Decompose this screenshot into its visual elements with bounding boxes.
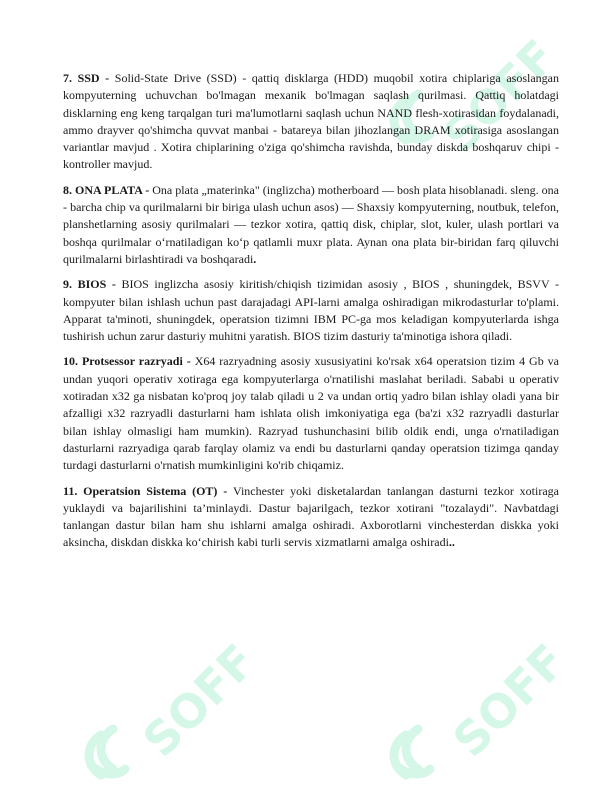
paragraph-operatsion-sistema bbox=[63, 483, 559, 552]
text-bios: BIOS inglizcha asosiy kiritish/chiqish tizimidan asosiy , BIOS , shuningdek, BSVV - kompyuter bilan ishlash uchun past darajadagi API-larni amalga oshiradigan mikrodasturlar to'plami. Apparat ta'minoti, shuningdek, operatsion tizimni IBM PC-ga mos keladigan kompyuterlarda ishga tushirish uchun zarur dasturiy muhitni yaratish. BIOS tizim dasturiy ta'minotiga ishora qiladi. bbox=[63, 277, 559, 344]
text-operatsion-sistema: Vinchester yoki disketalardan tanlangan dasturni tezkor xotiraga yuklaydi va bajarilishini ta’minlaydi. Dastur bajarilgach, tezkor xotirani "tozalaydi". Navbatdagi tanlangan dastur bilan ham shu ishlarni amalga oshiradi. Axborotlarni vinchesterdan diskka yoki aksincha, diskdan diskka koʻchirish kabi turli servis xizmatlarni amalga oshiradi bbox=[63, 483, 560, 550]
tail-ona-plata: . bbox=[253, 251, 257, 266]
watermark-text-3: SOFF bbox=[442, 633, 577, 768]
document-body bbox=[63, 70, 559, 560]
text-ssd: Solid-State Drive (SSD) - qattiq disklarga (HDD) muqobil xotira chiplariga asoslangan kompyuterning uchuvchan bo'lmagan mexanik bo'lmagan saqlash qurilmasi. Qattiq holatdagi disklarning eng keng tarqalgan turi ma'lumotlarni saqlash uchun NAND flesh-xotirasidan foydalanadi, ammo drayver qo'shimcha quvvat manbai - batareya bilan jihozlangan DRAM xotirasiga asoslangan variantlar mavjud . Xotira chiplarining o'ziga qo'shimcha ravishda, bunday diskda boshqaruv chipi - kontroller mavjud. bbox=[63, 71, 559, 172]
paragraph-ssd bbox=[63, 70, 559, 174]
tail-operatsion-sistema: .. bbox=[448, 535, 455, 550]
text-protsessor: X64 razryadning asosiy xususiyatini ko'rsak x64 operatsion tizim 4 Gb va undan yuqori operativ xotiraga ega kompyuterlarga o'rnatilishi maslahat beriladi. Sababi u operativ xotiradan x32 ga nisbatan ko'proq joy talab qiladi u 2 va undan ortiq yadro bilan ishlay oladi yana bir afzalligi x32 razryadli dasturlarni ham ishlata olish imkoniyatiga ega (ba'zi x32 razryadli dasturlar bilan ishlay olmasligi ham mumkin). Razryad tushunchasini bilib oldik endi, unga o'rnatiladigan dasturlarni razryadiga qarab farqlay olamiz va endi bu dasturlarni qanday operatsion tizimga qanday turdagi dasturlarni o'rnatish mumkinligini ko'rib chiqamiz. bbox=[63, 354, 559, 473]
heading-ssd: 7. SSD - bbox=[63, 71, 115, 85]
heading-bios: 9. BIOS - bbox=[63, 277, 122, 292]
watermark-text-2: SOFF bbox=[132, 633, 267, 768]
heading-protsessor: 10. Protsessor razryadi - bbox=[63, 354, 195, 369]
paragraph-bios bbox=[63, 276, 559, 345]
text-ona-plata: Ona plata „materinka" (inglizcha) motherboard — bosh plata hisoblanadi. sleng. ona - barcha chip va qurilmalarni bir biriga ulash uchun asos) — Shaxsiy kompyuterning, noutbuk, telefon, planshetlarning asosiy qurilmalari — tezkor xotira, qattiq disk, chiplar, slot, kuler, ulash portlari va boshqa qurilmalar oʻrnatiladigan koʻp qatlamli muxr plata. Aynan ona plata bir-biridan farq qiluvchi qurilmalarni birlashtiradi va boshqaradi bbox=[63, 182, 560, 266]
heading-operatsion-sistema: 11. Operatsion Sistema (OT) - bbox=[63, 483, 234, 498]
paragraph-ona-plata bbox=[63, 182, 559, 268]
paragraph-protsessor bbox=[63, 353, 559, 474]
watermark-text-1: SOFF bbox=[432, 29, 567, 164]
heading-ona-plata: 8. ONA PLATA - bbox=[63, 182, 153, 197]
